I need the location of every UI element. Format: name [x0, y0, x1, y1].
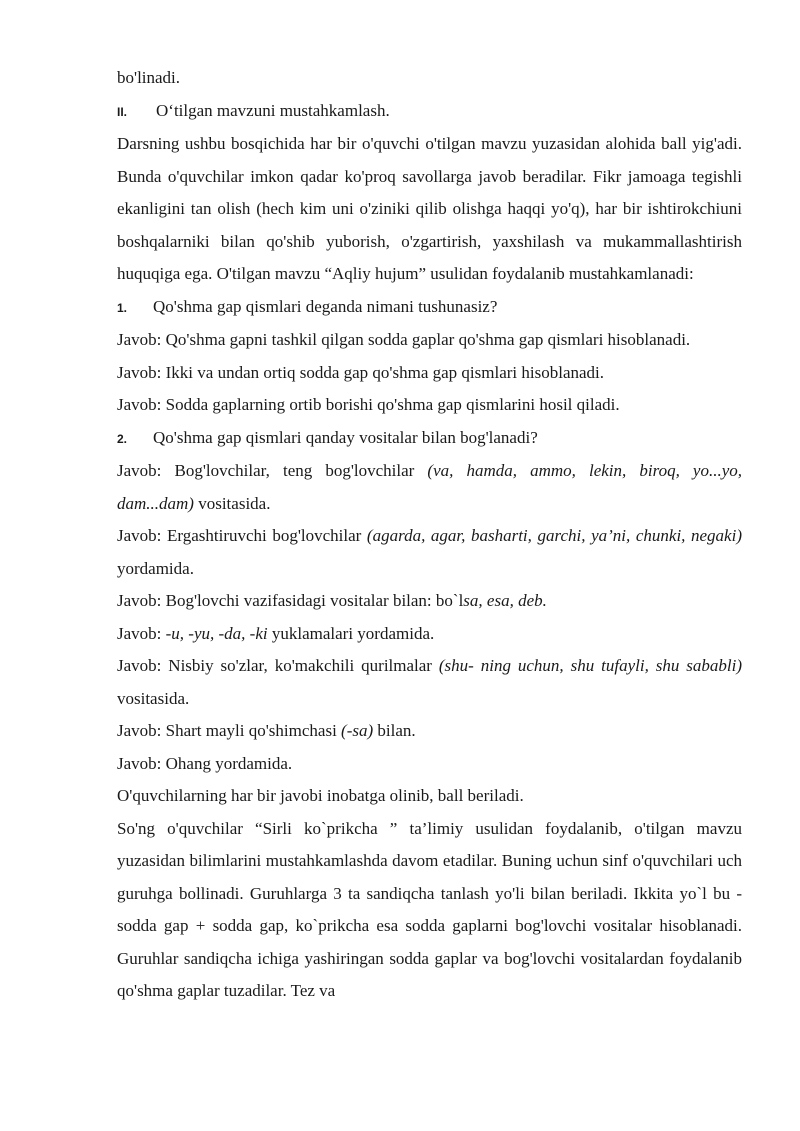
answer-text: vositasida. [117, 688, 190, 708]
question-1-number: 1. [117, 300, 128, 315]
answer-text: vositasida. [193, 493, 271, 513]
answer-text: yuklamalari yordamida. [267, 623, 435, 643]
top-line: bo'linadi. [117, 68, 181, 87]
answer-text: Javob: Nisbiy so'zlar, ko'makchili qurilmalar [117, 656, 439, 675]
answer-2-4 [117, 618, 742, 651]
answer-italic: (shu- ning uchun, shu tufayli, shu sababli) [438, 656, 742, 675]
answer-2-6 [117, 715, 742, 748]
answer-italic: sa, esa, deb. [463, 591, 547, 610]
answer-text: Javob: Ergashtiruvchi bog'lovchilar [117, 526, 367, 545]
question-2 [117, 422, 742, 456]
answer-text: Javob: Bog'lovchi vazifasidagi vositalar bilan: bo`l [117, 591, 464, 610]
question-2-text: Qo'shma gap qismlari qanday vositalar bilan bog'lanadi? [153, 427, 538, 447]
section-number: II. [117, 104, 128, 119]
answer-text: yordamida. [117, 558, 194, 578]
answer-2-5 [117, 650, 742, 715]
question-2-number: 2. [117, 431, 128, 446]
question-1 [117, 291, 742, 325]
section-title: O‘tilgan mavzuni mustahkamlash. [156, 100, 390, 120]
answer-italic: -u, -yu, -da, -ki [165, 623, 268, 643]
section-heading [117, 95, 742, 129]
answer-text: Javob: [117, 623, 166, 643]
answer-2-3 [117, 585, 742, 618]
answer-1-3: Javob: Sodda gaplarning ortib borishi qo'shma gap qismlarini hosil qiladi. [117, 395, 620, 414]
answer-italic: (-sa) [341, 721, 374, 740]
closing-line: O'quvchilarning har bir javobi inobatga olinib, ball beriladi. [117, 786, 524, 805]
answer-text: Javob: Shart mayli qo'shimchasi [117, 721, 342, 740]
answer-1-2: Javob: Ikki va undan ortiq sodda gap qo'shma gap qismlari hisoblanadi. [117, 362, 605, 382]
answer-italic: (agarda, agar, basharti, garchi, ya’ni, chunki, negaki) [366, 526, 742, 545]
answer-text: bilan. [373, 721, 416, 740]
answer-1-1: Javob: Qo'shma gapni tashkil qilgan sodda gaplar qo'shma gap qismlari hisoblanadi. [117, 330, 691, 349]
final-paragraph: So'ng o'quvchilar “Sirli ko`prikcha ” ta’limiy usulidan foydalanib, o'tilgan mavzu yuzasidan bilimlarini mustahkamlashda davom etadilar. Buning uchun sinf o'quvchilari uch guruhga bollinadi. Guruhlarga 3 ta sandiqcha tanlash yo'li bilan beriladi. Ikkita yo`l bu - sodda gap + sodda gap, ko`prikcha esa sodda gaplarni bog'lovchi vositalar hisoblanadi. Guruhlar sandiqcha ichiga yashiringan sodda gaplar va bog'lovchi vositalardan foydalanib qo'shma gaplar tuzadilar. Tez va [117, 818, 742, 1000]
answer-italic: (va, hamda, ammo, lekin, biroq, yo...yo, dam...dam) [117, 461, 742, 513]
answer-text: Javob: Bog'lovchilar, teng bog'lovchilar [117, 461, 428, 480]
answer-2-1 [117, 455, 742, 520]
question-1-text: Qo'shma gap qismlari deganda nimani tushunasiz? [153, 296, 498, 316]
answer-2-2 [117, 520, 742, 585]
answer-2-7: Javob: Ohang yordamida. [117, 753, 293, 773]
intro-paragraph: Darsning ushbu bosqichida har bir o'quvchi o'tilgan mavzu yuzasidan alohida ball yig'adi. Bunda o'quvchilar imkon qadar ko'proq savollarga javob beradilar. Fikr jamoaga tegishli ekanligini tan olish (hech kim uni o'ziniki qilib olishga haqqi yo'q), har bir ishtirokchiuni boshqalarniki bilan qo'shib yuborish, o'zgartirish, yaxshilash va mukammallashtirish huquqiga ega. O'tilgan mavzu “Aqliy hujum” usulidan foydalanib mustahkamlanadi: [117, 134, 742, 283]
